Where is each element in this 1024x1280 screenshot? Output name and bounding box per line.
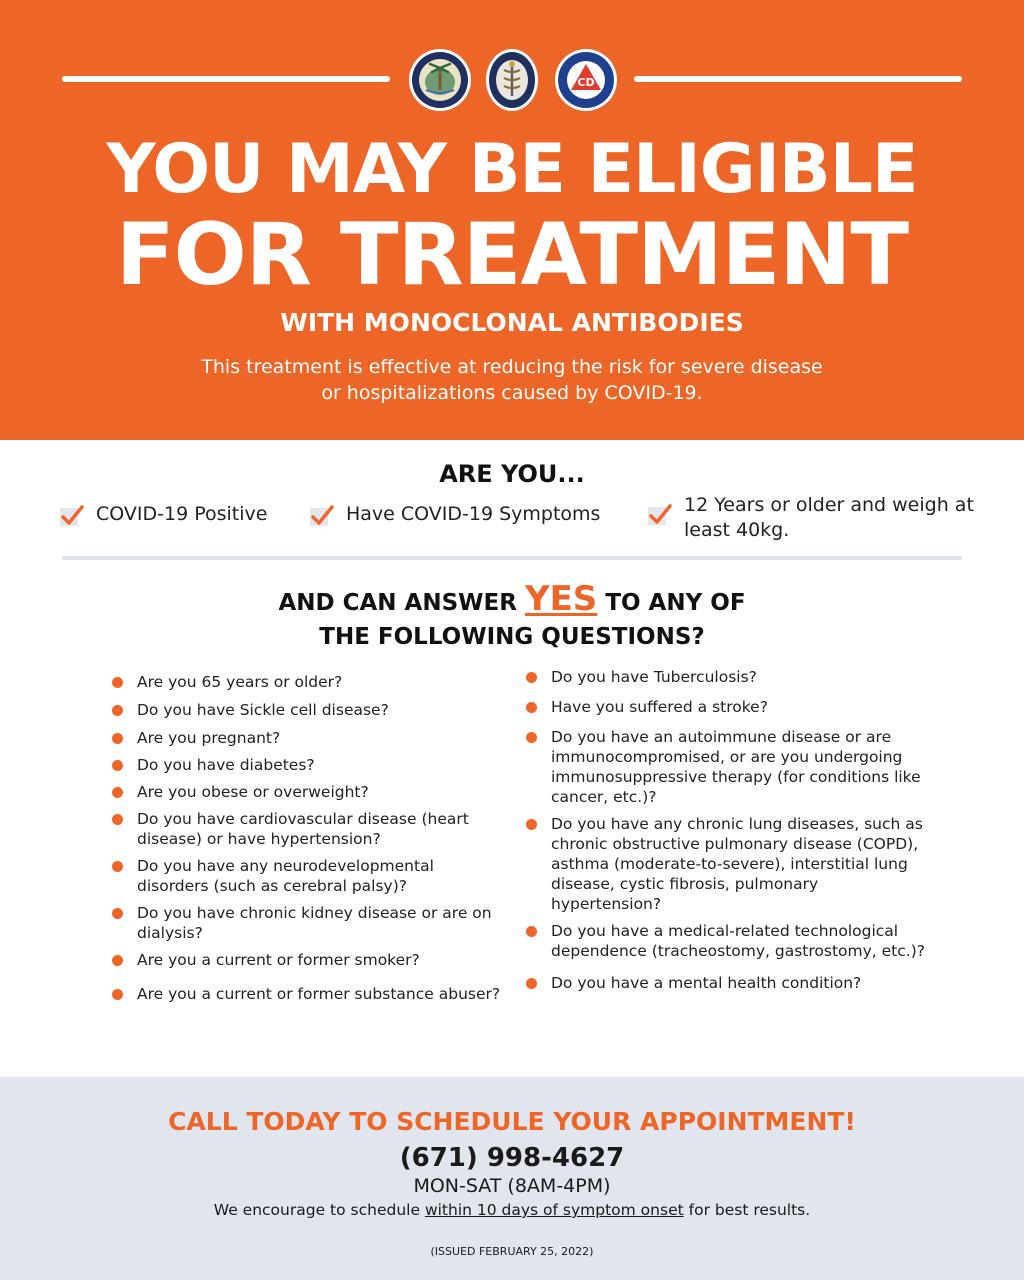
list-item: Are you a current or former substance abuser? (112, 984, 502, 1004)
homeland-security-civil-defense-seal-icon (554, 48, 618, 112)
criterion-label: COVID-19 Positive (96, 503, 268, 525)
list-item: Do you have cardiovascular disease (heart disease) or have hypertension? (112, 809, 502, 849)
headline-subtitle: WITH MONOCLONAL ANTIBODIES (280, 308, 744, 337)
bullet-dot-icon (526, 672, 537, 683)
bullet-dot-icon (112, 705, 123, 716)
bullet-dot-icon (112, 760, 123, 771)
header-rule-left (62, 76, 390, 82)
questions-heading-line-2: THE FOLLOWING QUESTIONS? (319, 624, 705, 650)
list-item: Have you suffered a stroke? (526, 697, 926, 717)
bullet-dot-icon (112, 814, 123, 825)
questions-heading (0, 579, 1024, 654)
seal-group (408, 48, 618, 112)
public-health-seal-icon (480, 48, 544, 112)
bullet-dot-icon (112, 908, 123, 919)
call-to-action: CALL TODAY TO SCHEDULE YOUR APPOINTMENT! (168, 1107, 856, 1136)
issued-date: (ISSUED FEBRUARY 25, 2022) (430, 1245, 594, 1258)
questions-list-left (112, 672, 502, 1004)
government-seal-icon (408, 48, 472, 112)
checkmark-icon (310, 504, 334, 528)
list-item: Do you have any chronic lung diseases, such as chronic obstructive pulmonary disease (COPD), asthma (moderate-to-severe), interstitial lung disease, cystic fibrosis, pulmonary hypertension? (526, 814, 926, 914)
list-item: Are you obese or overweight? (112, 782, 502, 802)
criterion-label: 12 Years or older and weigh at least 40kg. (684, 494, 974, 541)
phone-number[interactable]: (671) 998-4627 (399, 1143, 625, 1173)
list-item: Do you have chronic kidney disease or are on dialysis? (112, 903, 502, 943)
list-item: Do you have an autoimmune disease or are immunocompromised, or are you undergoing immunosuppressive therapy (for conditions like cancer, etc.)? (526, 727, 926, 807)
list-item: Do you have any neurodevelopmental disorders (such as cerebral palsy)? (112, 856, 502, 896)
questions-heading-line-1: AND CAN ANSWER YES TO ANY OF (278, 579, 746, 619)
criteria-heading: ARE YOU... (439, 460, 585, 488)
criterion-label: Have COVID-19 Symptoms (346, 503, 601, 525)
bullet-dot-icon (526, 702, 537, 713)
list-item: Do you have diabetes? (112, 755, 502, 775)
list-item: Do you have a medical-related technological dependence (tracheostomy, gastrostomy, etc.)? (526, 921, 926, 961)
section-divider (62, 556, 962, 560)
svg-text:CD: CD (577, 76, 595, 89)
bullet-dot-icon (112, 787, 123, 798)
list-item: Do you have Tuberculosis? (526, 667, 926, 687)
scheduling-note: We encourage to schedule within 10 days of symptom onset for best results. (213, 1201, 811, 1219)
criterion-age-weight (648, 493, 984, 543)
list-item: Are you 65 years or older? (112, 672, 502, 692)
headline-line-1: YOU MAY BE ELIGIBLE (106, 130, 918, 209)
treatment-description: This treatment is effective at reducing the risk for severe disease or hospitalizations caused by COVID-19. (201, 356, 823, 404)
footer-panel (0, 1077, 1024, 1280)
checkmark-icon (648, 503, 672, 527)
bullet-dot-icon (112, 733, 123, 744)
criterion-covid-positive (60, 503, 267, 528)
header-rule-right (634, 76, 962, 82)
bullet-dot-icon (526, 819, 537, 830)
symptom-onset-emphasis: within 10 days of symptom onset (424, 1201, 684, 1219)
bullet-dot-icon (526, 732, 537, 743)
bullet-dot-icon (112, 677, 123, 688)
bullet-dot-icon (112, 989, 123, 1000)
yes-highlight: YES (524, 579, 598, 619)
bullet-dot-icon (526, 978, 537, 989)
list-item: Do you have a mental health condition? (526, 973, 926, 993)
criterion-covid-symptoms (310, 503, 600, 528)
questions-list-right (526, 667, 926, 993)
header-banner (0, 0, 1024, 440)
list-item: Are you a current or former smoker? (112, 950, 502, 970)
list-item: Are you pregnant? (112, 728, 502, 748)
list-item: Do you have Sickle cell disease? (112, 700, 502, 720)
bullet-dot-icon (112, 861, 123, 872)
office-hours: MON-SAT (8AM-4PM) (413, 1175, 611, 1197)
bullet-dot-icon (112, 955, 123, 966)
headline-line-2: FOR TREATMENT (115, 205, 909, 305)
bullet-dot-icon (526, 926, 537, 937)
checkmark-icon (60, 504, 84, 528)
